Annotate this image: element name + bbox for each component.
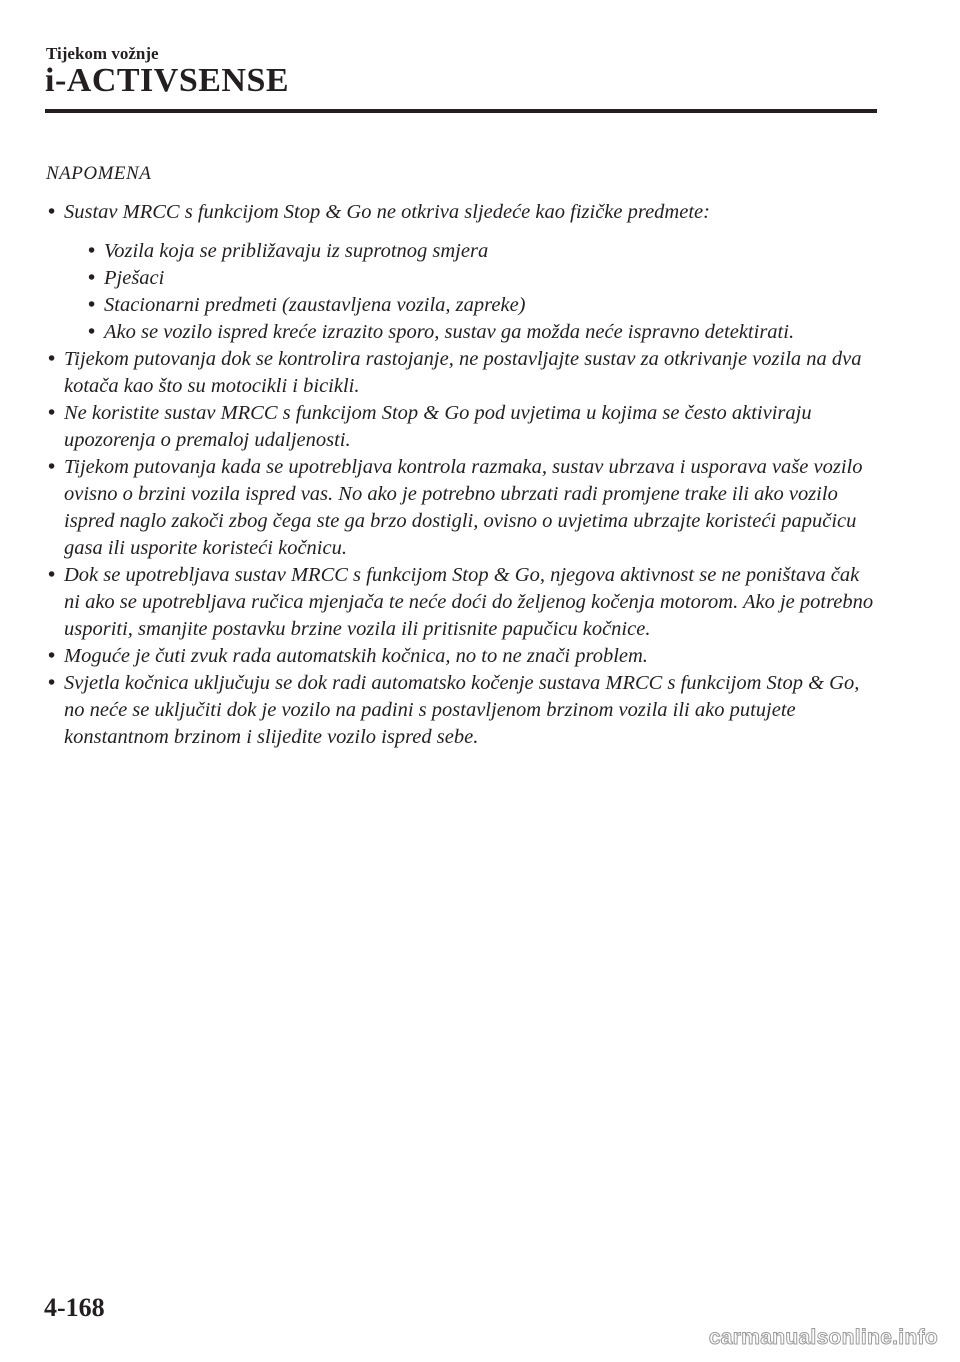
note-item [46,670,876,751]
bullet-icon: • [48,201,56,223]
note-subitem [64,319,876,346]
note-subitem [64,292,876,319]
note-subitem [64,265,876,292]
note-item [46,199,876,346]
note-subitem-text: Ako se vozilo ispred kreće izrazito sporo, sustav ga možda neće ispravno detektirati. [104,321,795,343]
note-item-text: Tijekom putovanja dok se kontrolira rastojanje, ne postavljajte sustav za otkrivanje vozila na dva kotača kao što su motocikli i bicikli. [64,348,862,397]
note-list [46,199,876,751]
note-item-text: Sustav MRCC s funkcijom Stop & Go ne otkriva sljedeće kao fizičke predmete: [64,201,710,223]
bullet-icon: • [48,348,56,370]
bullet-icon: • [48,672,56,694]
note-block [46,160,876,751]
bullet-icon: • [88,321,96,343]
section-label: Tijekom vožnje [46,44,159,63]
note-sublist [64,238,876,346]
note-item [46,454,876,562]
bullet-icon: • [88,294,96,316]
header-divider [45,109,877,113]
note-subitem-text: Vozila koja se približavaju iz suprotnog smjera [104,240,489,262]
note-item-text: Ne koristite sustav MRCC s funkcijom Stop & Go pod uvjetima u kojima se često aktiviraju upozorenja o premaloj udaljenosti. [64,402,812,451]
note-subitem-text: Pješaci [104,267,165,289]
bullet-icon: • [88,240,96,262]
note-item-text: Dok se upotrebljava sustav MRCC s funkcijom Stop & Go, njegova aktivnost se ne poništava čak ni ako se upotrebljava ručica mjenjača te neće doći do željenog kočenja motorom. Ako je potrebno usporiti, smanjite postavku brzine vozila ili pritisnite papučicu kočnice. [64,564,874,640]
note-item-text: Svjetla kočnica uključuju se dok radi automatsko kočenje sustava MRCC s funkcijom Stop & Go, no neće se uključiti dok je vozilo na padini s postavljenom brzinom vozila ili ako putujete konstantnom brzinom i slijedite vozilo ispred sebe. [64,672,860,748]
note-subitem-text: Stacionarni predmeti (zaustavljena vozila, zapreke) [104,294,526,316]
bullet-icon: • [88,267,96,289]
note-item [46,643,876,670]
note-heading: NAPOMENA [46,163,152,184]
bullet-icon: • [48,645,56,667]
watermark-logo: carmanualsonline.info [708,1326,938,1349]
bullet-icon: • [48,564,56,586]
note-subitem [64,238,876,265]
note-item [46,400,876,454]
bullet-icon: • [48,402,56,424]
page-title: i-ACTIVSENSE [45,62,290,99]
bullet-icon: • [48,456,56,478]
note-item-text: Tijekom putovanja kada se upotrebljava kontrola razmaka, sustav ubrzava i usporava vaše vozilo ovisno o brzini vozila ispred vas. No ako je potrebno ubrzati radi promjene trake ili ako vozilo ispred naglo zakoči zbog čega ste ga brzo dostigli, ovisno o uvjetima ubrzajte koristeći papučicu gasa ili usporite koristeći kočnicu. [64,456,863,559]
page-number: 4-168 [44,1293,105,1322]
note-item [46,346,876,400]
note-item-text: Moguće je čuti zvuk rada automatskih kočnica, no to ne znači problem. [64,645,648,667]
note-item [46,562,876,643]
